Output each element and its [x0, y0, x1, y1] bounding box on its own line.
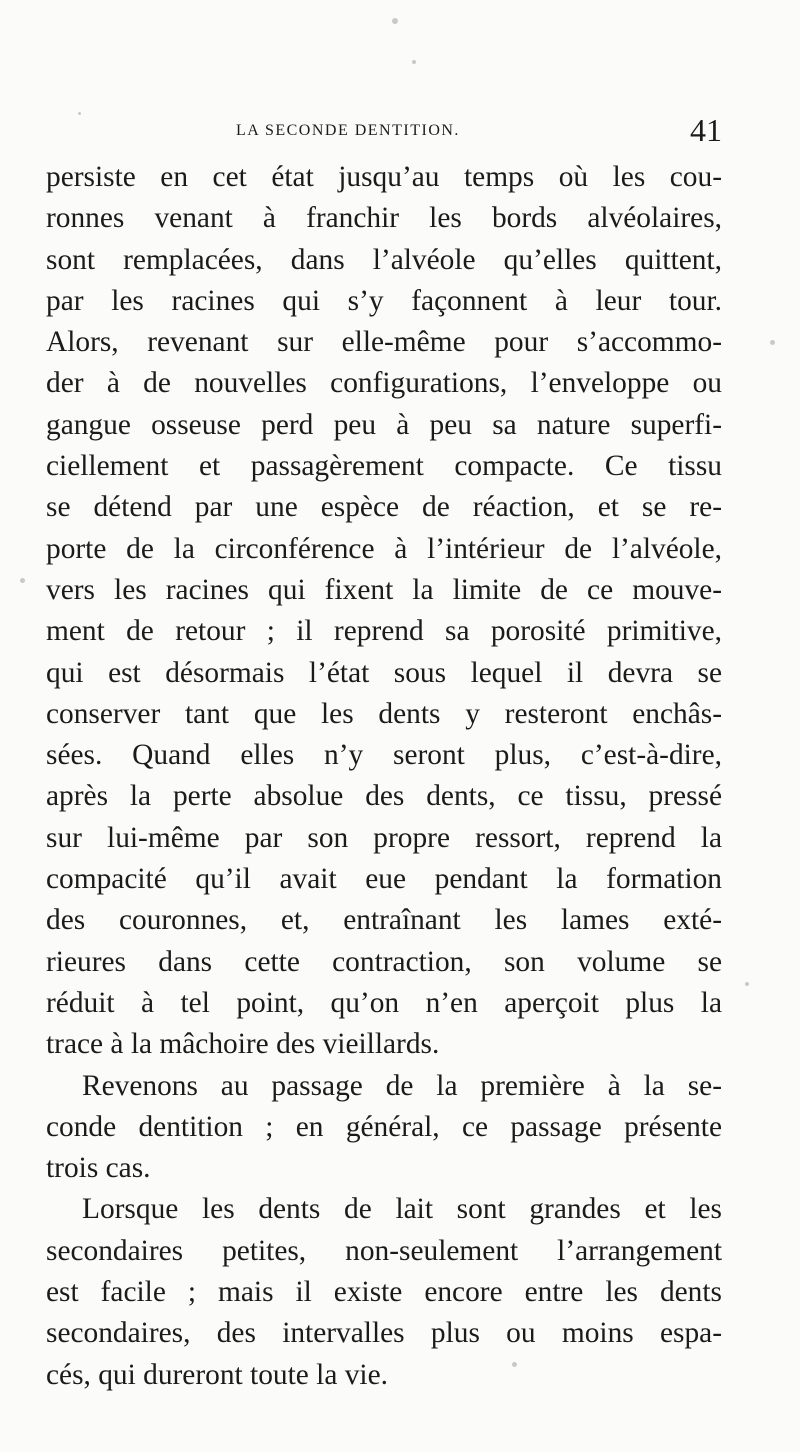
paragraph-1 — [46, 157, 722, 1066]
paper-speck — [20, 578, 25, 583]
text-line: gangue osseuse perd peu à peu sa nature superfi- — [46, 408, 722, 441]
text-line: secondaires, des intervalles plus ou moins espa- — [46, 1317, 722, 1350]
text-line: après la perte absolue des dents, ce tissu, pressé — [46, 780, 722, 813]
text-line: vers les racines qui fixent la limite de ce mouve- — [46, 573, 722, 606]
text-line: qui est désormais l’état sous lequel il devra se — [46, 656, 722, 689]
running-head — [46, 112, 722, 148]
paper-speck — [512, 1362, 517, 1367]
running-title: LA SECONDE DENTITION. — [236, 122, 460, 139]
text-line: sées. Quand elles n’y seront plus, c’est-à-dire, — [46, 739, 722, 772]
text-line: ment de retour ; il reprend sa porosité primitive, — [46, 615, 722, 648]
page-number: 41 — [690, 112, 722, 148]
text-line: sur lui-même par son propre ressort, reprend la — [46, 821, 722, 854]
paper-speck — [78, 112, 81, 115]
paragraph-2 — [46, 1066, 722, 1190]
text-line: compacité qu’il avait eue pendant la formation — [46, 863, 722, 896]
text-line: trois cas. — [46, 1152, 151, 1185]
text-line: conserver tant que les dents y resteront enchâs- — [46, 697, 722, 730]
text-line: secondaires petites, non-seulement l’arrangement — [46, 1234, 722, 1267]
text-line: Alors, revenant sur elle-même pour s’accommo- — [46, 326, 722, 359]
text-line: rieures dans cette contraction, son volume se — [46, 945, 722, 978]
text-line: porte de la circonférence à l’intérieur de l’alvéole, — [46, 532, 722, 565]
text-line: se détend par une espèce de réaction, et se re- — [46, 491, 722, 524]
text-line: trace à la mâchoire des vieillards. — [46, 1028, 440, 1061]
paper-speck — [412, 60, 416, 64]
text-line: ciellement et passagèrement compacte. Ce tissu — [46, 450, 722, 483]
text-line: réduit à tel point, qu’on n’en aperçoit plus la — [46, 986, 722, 1019]
text-line: cés, qui dureront toute la vie. — [46, 1358, 388, 1391]
paper-speck — [745, 982, 749, 986]
text-line: ronnes venant à franchir les bords alvéolaires, — [46, 202, 722, 235]
text-line: par les racines qui s’y façonnent à leur tour. — [46, 284, 722, 317]
body-text — [46, 157, 722, 1396]
text-line: der à de nouvelles configurations, l’enveloppe ou — [46, 367, 722, 400]
text-line: Lorsque les dents de lait sont grandes et les — [82, 1193, 722, 1226]
paragraph-3 — [46, 1189, 722, 1395]
paper-speck — [392, 18, 398, 24]
text-line: persiste en cet état jusqu’au temps où les cou- — [46, 161, 722, 193]
text-line: des couronnes, et, entraînant les lames exté- — [46, 904, 722, 937]
text-line: conde dentition ; en général, ce passage présente — [46, 1110, 722, 1143]
text-line: Revenons au passage de la première à la se- — [82, 1069, 722, 1102]
paper-speck — [770, 340, 775, 345]
text-line: sont remplacées, dans l’alvéole qu’elles quittent, — [46, 243, 722, 276]
text-line: est facile ; mais il existe encore entre les dents — [46, 1276, 722, 1309]
